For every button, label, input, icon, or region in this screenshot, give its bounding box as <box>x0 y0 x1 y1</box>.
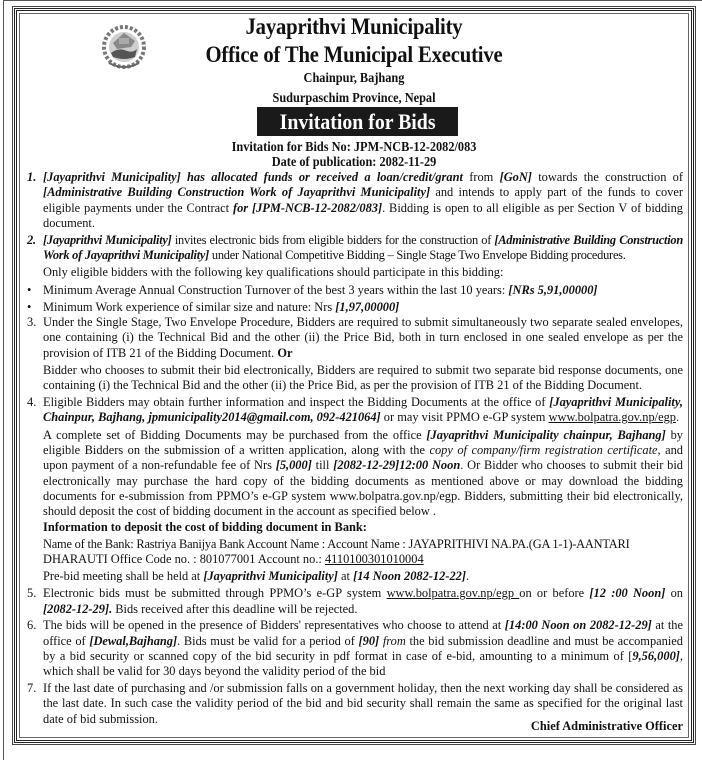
clause-number: 6. <box>27 618 37 633</box>
bank-info-heading: Information to deposit the cost of bidding document in Bank: <box>43 519 367 534</box>
prebid-venue: [Jayaprithvi Municipality] <box>203 569 338 584</box>
qualification-label: Minimum Average Annual Construction Turnover of the best 3 years within the last 10 years: <box>43 282 509 297</box>
clause-text: . Bidding is open to all eligible as per Section V of bidding document. <box>43 200 683 230</box>
clause-5 <box>25 586 683 617</box>
notice-header <box>17 13 691 109</box>
clause-text: on or before <box>519 586 590 601</box>
bullet-icon: • <box>27 282 32 297</box>
clause-number: 3. <box>27 315 37 330</box>
clause-text: under National Competitive Bidding – Single Stage Two Envelope Bidding procedures. <box>209 247 626 262</box>
submission-time: [12 :00 Noon] <box>589 586 666 601</box>
turnover-value: [NRs 5,91,00000] <box>508 282 598 297</box>
clause-text: by eligible Bidders on the submission of a written application, along with the <box>43 427 683 458</box>
office-title: Office of The Municipal Executive <box>205 42 503 68</box>
clause-text: copy of company/firm registration certificate <box>429 443 658 458</box>
clause-number: 4. <box>27 395 37 410</box>
clause-number: 2. <box>27 232 36 247</box>
project-name: [Administrative Building Construction Work of Jayaprithvi Municipality] <box>43 185 431 200</box>
clause-text: on <box>665 586 683 601</box>
bid-security-amount: 9,56,000] <box>632 648 680 663</box>
clause-text: . <box>675 410 680 425</box>
bank-details: DHARAUTI Office Code no. : 801077001 Account no.: <box>43 552 325 567</box>
municipality-title: Jayaprithvi Municipality <box>245 14 463 40</box>
address-line-2: Sudurpaschim Province, Nepal <box>272 91 436 106</box>
notice-body <box>25 170 683 728</box>
purchase-deadline: [2082-12-29]12:00 Noon <box>333 458 461 473</box>
clause-text: towards the construction of <box>531 170 683 184</box>
bid-number: Invitation for Bids No: JPM-NCB-12-2082/083 <box>231 140 477 155</box>
prebid-date: [14 Noon 2082-12-22] <box>353 569 466 584</box>
clause-number: 5. <box>27 586 37 601</box>
bid-reference <box>17 140 691 170</box>
clause-number: 1. <box>27 170 37 184</box>
qualification-label: Minimum Work experience of similar size and nature: Nrs <box>43 299 336 314</box>
invitation-banner-text: Invitation for Bids <box>279 109 436 134</box>
clause-text: , and upon payment of a non-refundable fee of Nrs <box>43 443 683 473</box>
opening-venue: [Dewal,Bajhang] <box>89 633 178 648</box>
clause-text: Eligible Bidders may obtain further information and inspect the Bidding Documents at the office of <box>43 395 550 410</box>
qualification-intro: Only eligible bidders with the following key qualifications should participate in this bidding: <box>43 265 504 280</box>
egp-link[interactable]: www.bolpatra.gov.np/egp <box>386 586 520 601</box>
account-number: 4110100301010004 <box>324 552 424 567</box>
clause-2 <box>25 233 683 281</box>
clause-text: invites electronic bids from eligible bidders for the construction of <box>171 232 495 247</box>
bid-notice <box>14 8 694 743</box>
project-name: [Administrative Building Construction Work of Jayaprithvi Municipality] <box>43 232 683 262</box>
invitation-banner <box>257 107 458 136</box>
clause-text: The bids will be opened in the presence of Bidders' representatives who choose to attend at <box>43 618 505 633</box>
clause-text: the bid submission deadline and must be accompanied by a bid security or scanned copy of the bid security in pdf format in case of e-bid, amounting to a minimum of [ <box>43 633 683 663</box>
opening-datetime: [14:00 Noon on 2082-12-29] <box>504 618 652 633</box>
clause-3 <box>25 315 683 393</box>
address-line-1: Chainpur, Bajhang <box>303 71 405 86</box>
electronic-bid-note: Bidder who chooses to submit their bid electronically, Bidders are required to submit two separate bid response documents, one containing (i) the Technical Bid and the other (ii) the Price Bid, as per the provision of ITB 21 of the Bidding Document. <box>43 363 683 393</box>
clause-text: Bids received after this deadline will be rejected. <box>112 601 358 616</box>
clause-text: or may visit PPMO e-GP system <box>380 410 549 425</box>
office-address: [Jayaprithvi Municipality chainpur, Bajhang] <box>426 427 666 442</box>
experience-value: [1,97,00000] <box>335 299 400 314</box>
clause-text: . <box>465 569 470 584</box>
clause-4 <box>25 395 683 585</box>
office-contact: [Jayaprithvi Municipality, Chainpur, Bajhang, jpmunicipality2014@gmail.com, 092-421064] <box>43 395 683 425</box>
validity-days: [90] <box>358 633 380 648</box>
clause-text: at <box>337 569 354 584</box>
clause-6 <box>25 618 683 679</box>
qualification-turnover <box>25 283 683 298</box>
clause-text: [Jayaprithvi Municipality] <box>43 232 172 247</box>
clause-text: If the last date of purchasing and /or submission falls on a government holiday, then the next working day shall be considered as the last date. In such case the validity period of the bid and bid security shall remain the same as specified for the original last date of bid submission. <box>43 681 683 726</box>
clause-text: Electronic bids must be submitted through PPMO’s e-GP system <box>43 586 387 601</box>
clause-1 <box>25 170 683 231</box>
clause-text: . Bids must be valid for a period of <box>177 633 359 648</box>
clause-text: [GoN] <box>499 170 532 184</box>
or-text: Or <box>277 345 293 360</box>
contract-ref: for [JPM-NCB-12-2082/083] <box>232 200 383 215</box>
clause-text: Under the Single Stage, Two Envelope Procedure, Bidders are required to submit simultaneously two separate sealed envelopes, one containing (i) the Technical Bid and the other (ii) the Price Bid, both in turn enclosed in one sealed envelope as per the provision of ITB 21 of the Bidding Document. <box>43 315 683 360</box>
prebid-meeting <box>43 569 683 584</box>
bank-line-1: Name of the Bank: Rastriya Banijya Bank Account Name : Account Name : JAYAPRITHIVI NA.PA.(GA 1-1)-AANTARI <box>43 536 630 551</box>
bank-line-2 <box>43 552 683 567</box>
clause-text: from <box>379 633 406 648</box>
clause-text: [Jayaprithvi Municipality] has allocated funds or received a loan/credit/grant <box>43 170 463 184</box>
clause-text: at the office of <box>43 618 683 648</box>
clause-text: and intends to apply part of the funds to cover eligible payments under the Contract <box>43 185 683 215</box>
submission-date: [2082-12-29]. <box>43 601 113 616</box>
publication-date: Date of publication: 2082-11-29 <box>271 155 437 170</box>
clause-text: from <box>462 170 500 184</box>
egp-link[interactable]: www.bolpatra.gov.np/egp <box>548 410 676 425</box>
signatory-title: Chief Administrative Officer <box>530 719 683 733</box>
clause-text: till <box>311 458 334 473</box>
clause-text: Pre-bid meeting shall be held at <box>43 569 204 584</box>
document-fee: [5,000] <box>275 458 312 473</box>
bullet-icon: • <box>27 299 32 314</box>
clause-text: . Or Bidder who chooses to submit their bid electronically may purchase the hard copy of the bidding documents as mentioned above or may download the bidding documents for e-submission from PPMO’s e-GP system www.bolpatra.gov.np/egp. Bidders, submitting their bid electronically, should deposit the cost of bidding document in the account as specified below . <box>43 458 683 519</box>
clause-text: A complete set of Bidding Documents may be purchased from the office <box>43 427 427 442</box>
clause-text: , which shall be valid for 30 days beyond the validity period of the bid <box>43 648 683 679</box>
purchase-paragraph <box>43 428 683 520</box>
qualification-experience <box>25 300 683 315</box>
clause-number: 7. <box>27 681 37 695</box>
